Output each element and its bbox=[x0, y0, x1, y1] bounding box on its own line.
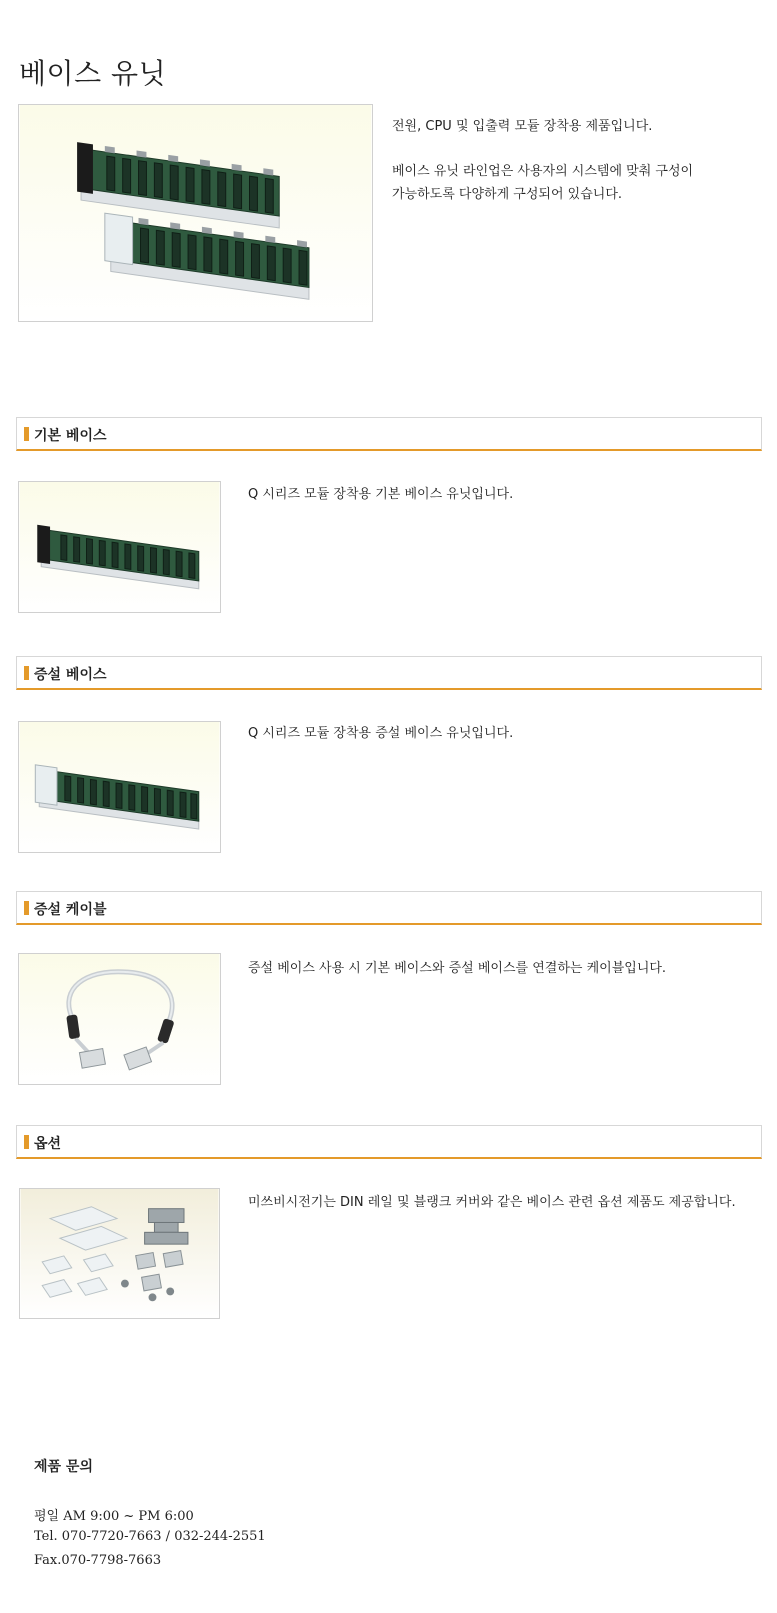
contact-tel: Tel. 070-7720-7663 / 032-244-2551 bbox=[34, 1529, 266, 1544]
section-header-options bbox=[16, 1125, 762, 1159]
section-header-extension-cable bbox=[16, 891, 762, 925]
section-title: 옵션 bbox=[34, 1136, 62, 1152]
base-units-hero-image bbox=[18, 104, 373, 322]
extension-cable-description: 증설 베이스 사용 시 기본 베이스와 증설 베이스를 연결하는 케이블입니다. bbox=[248, 961, 667, 976]
accent-bar bbox=[24, 427, 29, 441]
extension-cable-image bbox=[18, 953, 221, 1085]
section-title: 증설 케이블 bbox=[34, 902, 107, 918]
intro-text bbox=[392, 115, 693, 206]
section-header-basic-base bbox=[16, 417, 762, 451]
contact-fax: Fax.070-7798-7663 bbox=[34, 1553, 162, 1568]
basic-base-image bbox=[18, 481, 221, 613]
extension-base-image bbox=[18, 721, 221, 853]
contact-title: 제품 문의 bbox=[34, 1459, 93, 1475]
accent-bar bbox=[24, 901, 29, 915]
intro-line-1: 전원, CPU 및 입출력 모듈 장착용 제품입니다. bbox=[392, 119, 653, 134]
section-title: 증설 베이스 bbox=[34, 667, 107, 683]
section-header-extension-base bbox=[16, 656, 762, 690]
contact-hours: 평일 AM 9:00 ~ PM 6:00 bbox=[34, 1509, 194, 1524]
page-title: 베이스 유닛 bbox=[19, 57, 167, 90]
intro-line-3: 가능하도록 다양하게 구성되어 있습니다. bbox=[392, 187, 623, 202]
options-image bbox=[19, 1188, 220, 1319]
accent-bar bbox=[24, 666, 29, 680]
extension-base-description: Q 시리즈 모듈 장착용 증설 베이스 유닛입니다. bbox=[248, 726, 514, 741]
options-description: 미쓰비시전기는 DIN 레일 및 블랭크 커버와 같은 베이스 관련 옵션 제품도 제공합니다. bbox=[248, 1195, 736, 1210]
section-title: 기본 베이스 bbox=[34, 428, 107, 444]
basic-base-description: Q 시리즈 모듈 장착용 기본 베이스 유닛입니다. bbox=[248, 487, 514, 502]
accent-bar bbox=[24, 1135, 29, 1149]
intro-line-2: 베이스 유닛 라인업은 사용자의 시스템에 맞춰 구성이 bbox=[392, 164, 694, 179]
